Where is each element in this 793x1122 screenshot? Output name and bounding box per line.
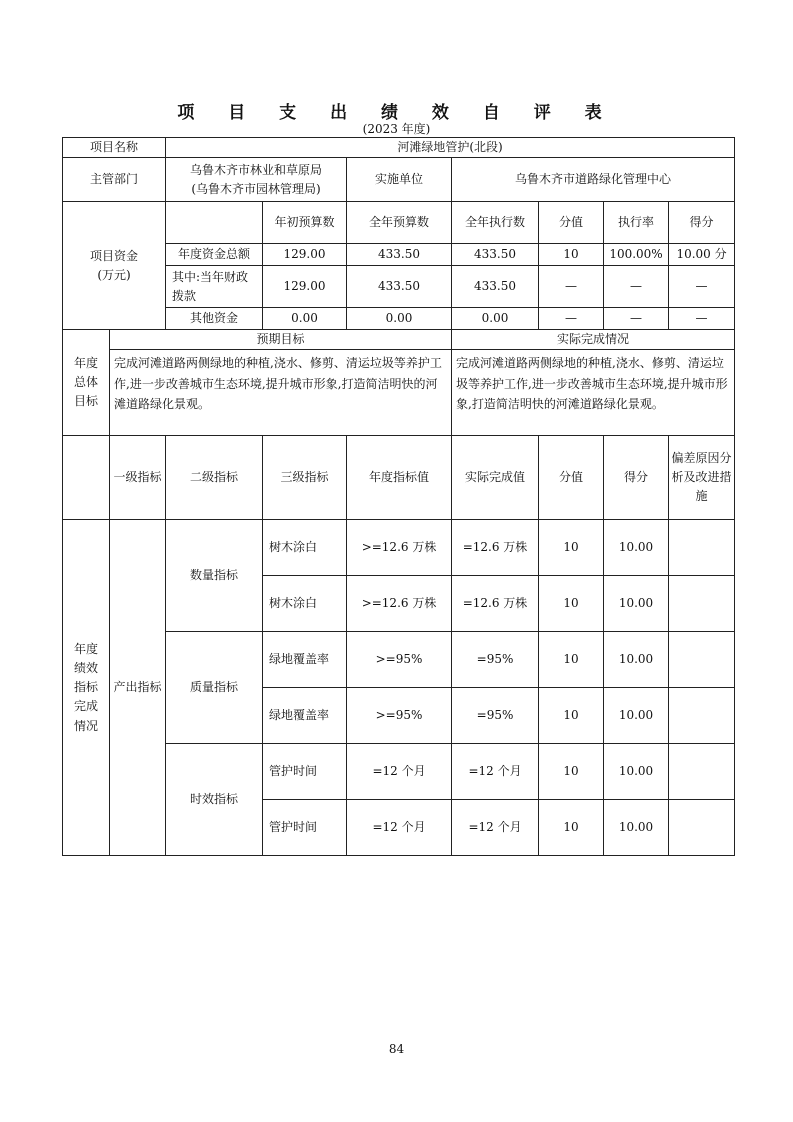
- indicator-level3: 管护时间: [263, 744, 347, 800]
- funds-annual: 0.00: [347, 308, 452, 330]
- indicator-points: 10.00: [604, 744, 669, 800]
- expected-goal-header: 预期目标: [110, 330, 452, 350]
- indicator-actual: =95%: [452, 688, 539, 744]
- output-indicator-label: 产出指标: [110, 520, 166, 856]
- dept-value: [166, 158, 347, 202]
- funds-row-label: 年度资金总额: [166, 244, 263, 266]
- quantity-indicator-label: 数量指标: [166, 520, 263, 632]
- perf-label-line: 指标: [73, 680, 98, 695]
- header-level3: 三级指标: [263, 436, 347, 520]
- indicator-actual: =12.6 万株: [452, 520, 539, 576]
- funds-corner-cell: [166, 202, 263, 244]
- indicator-corner-cell: [63, 436, 110, 520]
- indicator-level3: 树木涂白: [263, 576, 347, 632]
- indicator-level3: 绿地覆盖率: [263, 632, 347, 688]
- funds-initial: 129.00: [263, 244, 347, 266]
- perf-label-line: 完成: [73, 699, 98, 714]
- dept-value-line1: 乌鲁木齐市林业和草原局: [190, 162, 323, 177]
- funds-label: [63, 202, 166, 330]
- header-actual-value: 实际完成值: [452, 436, 539, 520]
- funds-exec: 433.50: [452, 244, 539, 266]
- header-level1: 一级指标: [110, 436, 166, 520]
- funds-rate: —: [604, 266, 669, 308]
- col-exec-rate: 执行率: [604, 202, 669, 244]
- annual-goal-label-line: 目标: [73, 394, 98, 409]
- indicator-annual: >=12.6 万株: [347, 576, 452, 632]
- annual-goal-label-line: 总体: [73, 375, 98, 390]
- funds-initial: 0.00: [263, 308, 347, 330]
- perf-label-line: 情况: [73, 718, 98, 733]
- indicator-level3: 绿地覆盖率: [263, 688, 347, 744]
- timeliness-indicator-label: 时效指标: [166, 744, 263, 856]
- header-score: 分值: [539, 436, 604, 520]
- project-name-value: 河滩绿地管护(北段): [166, 138, 735, 158]
- indicator-actual: =12.6 万株: [452, 576, 539, 632]
- perf-label-line: 年度: [73, 641, 98, 656]
- indicator-actual: =12 个月: [452, 744, 539, 800]
- funds-points: —: [669, 266, 735, 308]
- col-annual-exec: 全年执行数: [452, 202, 539, 244]
- col-annual-budget: 全年预算数: [347, 202, 452, 244]
- perf-completion-label: [63, 520, 110, 856]
- funds-annual: 433.50: [347, 244, 452, 266]
- col-points: 得分: [669, 202, 735, 244]
- header-level2: 二级指标: [166, 436, 263, 520]
- indicator-annual: =12 个月: [347, 744, 452, 800]
- perf-label-line: 绩效: [73, 661, 98, 676]
- indicator-annual: >=12.6 万株: [347, 520, 452, 576]
- indicator-level3: 管护时间: [263, 800, 347, 856]
- funds-rate: 100.00%: [604, 244, 669, 266]
- indicator-actual: =12 个月: [452, 800, 539, 856]
- header-annual-value: 年度指标值: [347, 436, 452, 520]
- indicator-annual: >=95%: [347, 688, 452, 744]
- project-name-label: 项目名称: [63, 138, 166, 158]
- indicator-score: 10: [539, 520, 604, 576]
- funds-score: 10: [539, 244, 604, 266]
- indicator-score: 10: [539, 576, 604, 632]
- funds-label-line2: (万元): [97, 267, 131, 282]
- indicator-deviation: [669, 688, 735, 744]
- indicator-points: 10.00: [604, 576, 669, 632]
- indicator-score: 10: [539, 632, 604, 688]
- indicator-deviation: [669, 576, 735, 632]
- header-points: 得分: [604, 436, 669, 520]
- indicator-deviation: [669, 800, 735, 856]
- page-subtitle: (2023 年度): [362, 122, 431, 136]
- funds-rate: —: [604, 308, 669, 330]
- impl-unit-value: 乌鲁木齐市道路绿化管理中心: [452, 158, 735, 202]
- annual-goal-label-line: 年度: [73, 356, 98, 370]
- indicator-deviation: [669, 744, 735, 800]
- funds-points: —: [669, 308, 735, 330]
- funds-annual: 433.50: [347, 266, 452, 308]
- indicator-deviation: [669, 520, 735, 576]
- indicator-score: 10: [539, 800, 604, 856]
- col-initial-budget: 年初预算数: [263, 202, 347, 244]
- dept-label: 主管部门: [63, 158, 166, 202]
- expected-goal-text: 完成河滩道路两侧绿地的种植,浇水、修剪、清运垃圾等养护工作,进一步改善城市生态环境,提升城市形象,打造简洁明快的河滩道路绿化景观。: [110, 350, 452, 436]
- indicator-annual: =12 个月: [347, 800, 452, 856]
- annual-goal-label: [63, 330, 110, 436]
- funds-row-label: 其中:当年财政拨款: [166, 266, 263, 308]
- indicator-level3: 树木涂白: [263, 520, 347, 576]
- funds-score: —: [539, 308, 604, 330]
- indicator-row: [63, 520, 735, 576]
- quality-indicator-label: 质量指标: [166, 632, 263, 744]
- dept-value-line2: (乌鲁木齐市园林管理局): [191, 181, 321, 196]
- actual-goal-header: 实际完成情况: [452, 330, 735, 350]
- header-deviation: 偏差原因分析及改进措施: [669, 436, 735, 520]
- funds-initial: 129.00: [263, 266, 347, 308]
- funds-row-label: 其他资金: [166, 308, 263, 330]
- funds-score: —: [539, 266, 604, 308]
- funds-label-line1: 项目资金: [90, 248, 139, 263]
- indicator-points: 10.00: [604, 688, 669, 744]
- col-score: 分值: [539, 202, 604, 244]
- impl-unit-label: 实施单位: [347, 158, 452, 202]
- indicator-points: 10.00: [604, 520, 669, 576]
- page-number: 84: [388, 1042, 405, 1056]
- actual-goal-text: 完成河滩道路两侧绿地的种植,浇水、修剪、清运垃圾等养护工作,进一步改善城市生态环境,提升城市形象,打造简洁明快的河滩道路绿化景观。: [452, 350, 735, 436]
- funds-points: 10.00 分: [669, 244, 735, 266]
- indicator-annual: >=95%: [347, 632, 452, 688]
- page-title: 项 目 支 出 绩 效 自 评 表: [177, 103, 616, 123]
- funds-exec: 0.00: [452, 308, 539, 330]
- funds-exec: 433.50: [452, 266, 539, 308]
- indicator-points: 10.00: [604, 800, 669, 856]
- indicator-deviation: [669, 632, 735, 688]
- indicator-score: 10: [539, 744, 604, 800]
- self-evaluation-table: [62, 137, 735, 856]
- indicator-points: 10.00: [604, 632, 669, 688]
- indicator-actual: =95%: [452, 632, 539, 688]
- indicator-score: 10: [539, 688, 604, 744]
